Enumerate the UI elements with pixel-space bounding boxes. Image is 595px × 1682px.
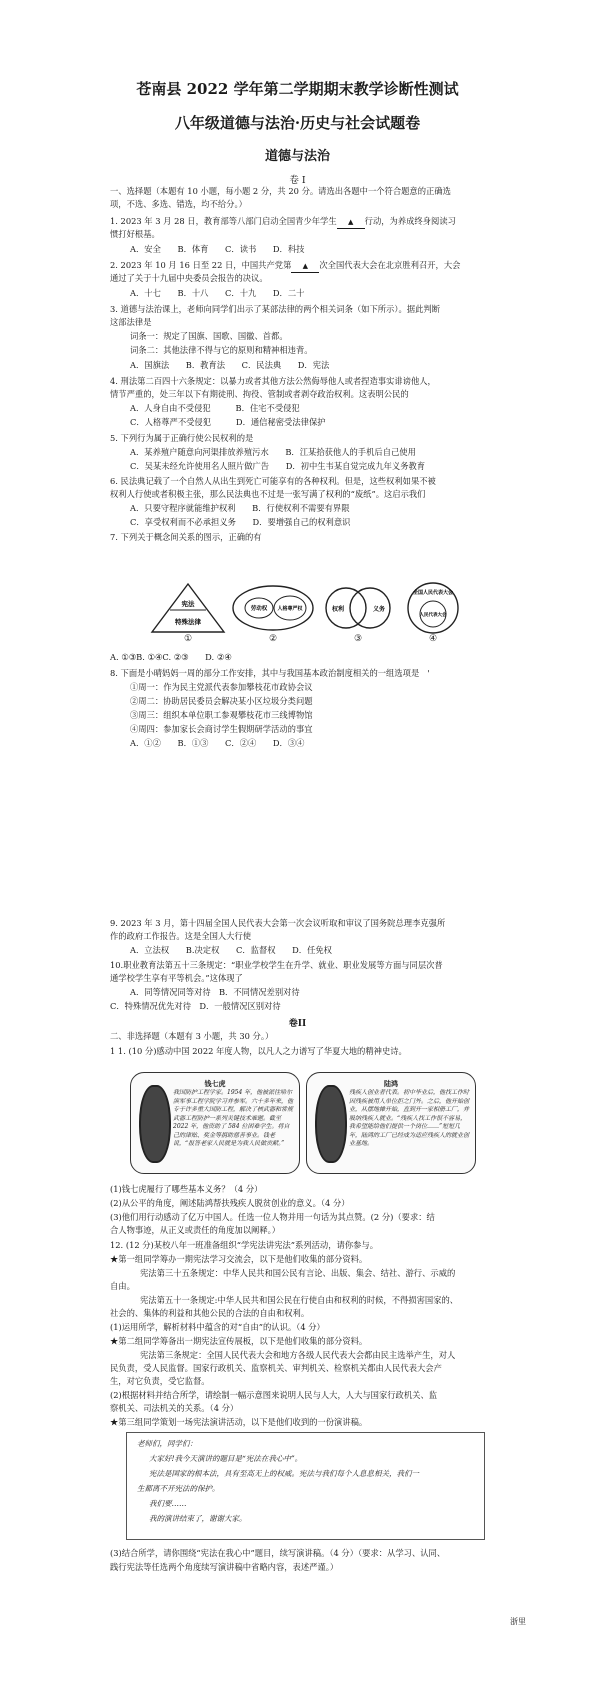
question-1-stem-cont: 惯打好根基。 bbox=[110, 229, 160, 239]
question-8-item-3: ③周三：组织本单位职工参观攀枝花市三线博物馆 bbox=[130, 710, 313, 720]
part-one-heading: 卷 I bbox=[289, 175, 306, 186]
diagram-label-2: ② bbox=[269, 634, 278, 644]
diagram-1-bottom-label: 特殊法律 bbox=[175, 618, 201, 626]
exam-title: 苍南县 2022 学年第二学期期末教学诊断性测试 bbox=[136, 80, 459, 98]
question-3-stem: 3. 道德与法治课上，老师向同学们出示了某部法律的两个相关词条（如下所示）。据此判断 bbox=[110, 304, 440, 314]
section1-instructions-cont: 项，不选、多选、错选，均不给分。） bbox=[110, 199, 247, 209]
speech-line-1: 大家好!我今天演讲的题目是“宪法在我心中”。 bbox=[149, 1454, 303, 1463]
subject-heading: 道德与法治 bbox=[264, 149, 330, 164]
speech-draft-box bbox=[126, 1432, 485, 1540]
question-12-part-3-cont: 践行宪法等任选两个角度续写演讲稿中省略内容，表述严谨。） bbox=[110, 1562, 339, 1572]
material-article-3-cont2: 生，对它负责，受它监督。 bbox=[110, 1376, 210, 1386]
question-4-stem: 4. 刑法第二百四十六条规定：以暴力或者其他方法公然侮辱他人或者捏造事实诽谤他人， bbox=[110, 376, 436, 386]
question-9-options: A．立法权 B.决定权 C．监督权 D．任免权 bbox=[130, 945, 332, 955]
diagram-2-left-label: 劳动权 bbox=[250, 606, 268, 612]
question-3-stem-cont: 这部法律是 bbox=[110, 317, 152, 327]
diagram-svg bbox=[148, 582, 468, 634]
material-article-51: 宪法第五十一条规定:中华人民共和国公民在行使自由和权利的时候，不得损害国家的、 bbox=[140, 1295, 459, 1305]
question-4-options-ab: A．人身自由不受侵犯 B．住宅不受侵犯 bbox=[130, 403, 300, 413]
answer-blank: ▲ bbox=[291, 261, 319, 273]
person-name: 陆鸿 bbox=[384, 1079, 398, 1088]
person-name: 钱七虎 bbox=[204, 1079, 226, 1088]
question-12-part-2-cont: 察机关、司法机关的关系。（4 分） bbox=[110, 1403, 239, 1413]
question-8-options: A．①② B．①③ C．②④ D．③④ bbox=[130, 738, 305, 748]
part-two-heading: 卷II bbox=[288, 1019, 307, 1029]
question-12-part-3: (3)结合所学，请你围绕“宪法在我心中”题目，续写演讲稿。（4 分）（要求：从学习、认同、 bbox=[110, 1548, 446, 1558]
diagram-label-4: ④ bbox=[429, 634, 438, 644]
portrait-image bbox=[139, 1085, 171, 1163]
diagram-4-inner-label: 人民代表大会 bbox=[419, 613, 447, 618]
diagram-number-labels bbox=[148, 634, 468, 646]
question-5-options-cd: C．吴某未经允许使用名人照片做广告 D．初中生韦某自觉完成九年义务教育 bbox=[130, 461, 426, 471]
person-card-lu bbox=[306, 1072, 476, 1174]
question-12-group-3: ★第三组同学策划一场宪法演讲活动，以下是他们收到的一份演讲稿。 bbox=[110, 1417, 368, 1427]
question-2-stem-cont: 通过了关于十九届中央委员会报告的决议。 bbox=[110, 273, 268, 283]
person-description: 我国防护工程学家。1954 年，他被派往哈尔滨军事工程学院学习并参军。六十多年来，他专于许多重大国防工程，解决了核武器和常规武器工程防护一系列关键技术难题。截至 2022 年，他资助了 584 位困难学生。将自己的津贴、奖金等捐助慈善事业。钱老说，“报答老家人民就是为我人民做贡献。” bbox=[173, 1089, 294, 1147]
question-9-stem: 9. 2023 年 3 月，第十四届全国人民代表大会第一次会议听取和审议了国务院总理李克强所 bbox=[110, 918, 446, 928]
diagram-2-right-label: 人格尊严权 bbox=[277, 606, 303, 612]
material-article-3-cont: 民负责，受人民监督。国家行政机关、监察机关、审判机关、检察机关都由人民代表大会产 bbox=[110, 1363, 442, 1373]
question-1-stem: 1. 2023 年 3 月 28 日，教育部等八部门启动全国青少年学生 ▲ 行动，为养成终身阅读习 bbox=[110, 216, 490, 229]
person-card-qian bbox=[130, 1072, 300, 1174]
question-11-part-1: (1)钱七虎履行了哪些基本义务？（4 分） bbox=[110, 1184, 263, 1194]
material-article-51-cont: 社会的、集体的利益和其他公民的合法的自由和权利。 bbox=[110, 1308, 310, 1318]
question-8-item-2: ②周二：协助居民委员会解决某小区垃圾分类问题 bbox=[130, 696, 313, 706]
question-10-options-ab: A．同等情况同等对待 B．不同情况差别对待 bbox=[130, 987, 300, 997]
section2-instructions: 二、非选择题（本题有 3 小题，共 30 分。） bbox=[110, 1031, 274, 1041]
question-12-part-2: (2)根据材料并结合所学，请绘制一幅示意图来说明人民与人大，人大与国家行政机关、监 bbox=[110, 1390, 438, 1400]
speech-line-4: 我们要…… bbox=[149, 1499, 187, 1508]
question-6-stem: 6. 民法典记载了一个自然人从出生到死亡可能享有的各种权利。但是，这些权利如果不被 bbox=[110, 476, 436, 486]
diagram-4-outer-label: 全国人民代表大会 bbox=[412, 590, 454, 596]
question-5-options-ab: A．某养殖户随意向河渠排放养殖污水 B．江某拾获他人的手机后自己使用 bbox=[130, 447, 416, 457]
question-4-options-cd: C．人格尊严不受侵犯 D．通信秘密受法律保护 bbox=[130, 417, 326, 427]
question-9-stem-cont: 作的政府工作报告。这是全国人大行使 bbox=[110, 931, 252, 941]
question-6-stem-cont: 权利人行使或者积极主张，那么民法典也不过是一张写满了权利的“废纸”。这启示我们 bbox=[110, 489, 426, 499]
question-6-options-ab: A．只要守程序就能维护权利 B．行使权利不需要有界限 bbox=[130, 503, 350, 513]
speech-closing: 我的演讲结束了，谢谢大家。 bbox=[149, 1514, 247, 1523]
question-2-options: A．十七 B．十八 C．十九 D．二十 bbox=[130, 288, 305, 298]
question-8-stem: 8. 下面是小晴妈妈一周的部分工作安排，其中与我国基本政治制度相关的一组选项是 ' bbox=[110, 668, 430, 678]
diagram-label-1: ① bbox=[184, 634, 193, 644]
portrait-image bbox=[315, 1085, 347, 1163]
section1-instructions: 一、选择题（本题有 10 小题，每小题 2 分，共 20 分。请选出各题中一个符合题意的正确选 bbox=[110, 186, 451, 196]
question-12-group-2: ★第二组同学筹备出一期宪法宣传展板，以下是他们收集的部分资料。 bbox=[110, 1336, 368, 1346]
speech-greeting: 老师们，同学们： bbox=[137, 1439, 197, 1448]
question-11-part-3: (3)他们用行动感动了亿万中国人。任选一位人物并用一句话为其点赞。(2 分)（要求：结 bbox=[110, 1212, 435, 1222]
diagram-2-ellipse bbox=[233, 586, 313, 630]
question-1-options: A．安全 B．体育 C．读书 D．科技 bbox=[130, 244, 305, 254]
question-3-entry-1: 词条一：规定了国旗、国歌、国徽、首都。 bbox=[130, 331, 288, 341]
diagram-3-venn bbox=[326, 588, 390, 628]
question-3-entry-2: 词条二：其他法律不得与它的原则和精神相违背。 bbox=[130, 345, 313, 355]
diagram-label-3: ③ bbox=[354, 634, 363, 644]
diagram-3-left-label: 权利 bbox=[331, 606, 345, 613]
material-article-3: 宪法第三条规定：全国人民代表大会和地方各级人民代表大会都由民主选举产生，对人 bbox=[140, 1350, 456, 1360]
question-7-stem: 7. 下列关于概念间关系的图示，正确的有 bbox=[110, 532, 262, 542]
question-10-options-cd: C．特殊情况优先对待 D．一般情况区别对待 bbox=[110, 1001, 281, 1011]
question-11-stem: 1 1. (10 分)感动中国 2022 年度人物，以凡人之力谱写了华夏大地的精神史诗。 bbox=[110, 1046, 407, 1056]
question-7-options: A. ①③B. ①④C. ②③ D. ②④ bbox=[110, 652, 232, 662]
question-11-part-2: (2)从公平的角度，阐述陆鸿帮扶残疾人脱贫创业的意义。（4 分） bbox=[110, 1198, 350, 1208]
diagram-3-right-label: 义务 bbox=[372, 606, 386, 613]
answer-blank: ▲ bbox=[337, 217, 365, 229]
question-10-stem-cont: 通学校学生享有平等机会。”这体现了 bbox=[110, 973, 243, 983]
person-cards bbox=[130, 1072, 475, 1174]
question-11-part-3-cont: 合人物事迹，从正义或责任的角度加以阐释。） bbox=[110, 1225, 281, 1235]
question-10-stem: 10.职业教育法第五十三条规定：“职业学校学生在升学、就业、职业发展等方面与同层次普 bbox=[110, 960, 443, 970]
diagram-4-nested bbox=[408, 583, 458, 633]
material-article-35: 宪法第三十五条规定：中华人民共和国公民有言论、出版、集会、结社、游行、示威的 bbox=[140, 1268, 456, 1278]
question-5-stem: 5. 下列行为属于正确行使公民权利的是 bbox=[110, 433, 254, 443]
question-4-stem-cont: 情节严重的，处三年以下有期徒刑、拘役、管制或者剥夺政治权利。这表明公民的 bbox=[110, 389, 409, 399]
material-article-35-cont: 自由。 bbox=[110, 1281, 135, 1291]
question-8-item-4: ④周四：参加家长会商讨学生假期研学活动的事宜 bbox=[130, 724, 313, 734]
question-3-options: A．国旗法 B．教育法 C．民法典 D．宪法 bbox=[130, 360, 330, 370]
question-6-options-cd: C．享受权利而不必承担义务 D．要增强自己的权利意识 bbox=[130, 517, 351, 527]
question-2-stem: 2. 2023 年 10 月 16 日至 22 日，中国共产党第 ▲ 次全国代表大会在北京胜利召开，大会 bbox=[110, 260, 490, 273]
question-12-group-1: ★第一组同学筹办一期宪法学习交流会，以下是他们收集的部分资料。 bbox=[110, 1254, 368, 1264]
question-12-part-1: (1)运用所学，解析材料中蕴含的对“自由”的认识。（4 分） bbox=[110, 1322, 325, 1332]
speech-line-3: 生都离不开宪法的保护。 bbox=[137, 1484, 220, 1493]
exam-subtitle: 八年级道德与法治·历史与社会试题卷 bbox=[174, 114, 421, 132]
question-12-stem: 12. (12 分)某校八年一班准备组织“学宪法讲宪法”系列活动，请你参与。 bbox=[110, 1240, 379, 1250]
concept-relation-diagram bbox=[148, 582, 468, 634]
speech-line-2: 宪法是国家的根本法，具有至高无上的权威。宪法与我们每个人息息相关，我们一 bbox=[149, 1469, 419, 1478]
diagram-1-triangle bbox=[152, 584, 224, 632]
page-footer: 浙里 bbox=[510, 1617, 526, 1626]
diagram-1-top-label: 宪法 bbox=[181, 600, 195, 608]
person-description: 残疾人创业者代表。初中毕业后，他找工作时因残疾被用人单位拒之门外。之后，他开始创业，从摆地摊开始，直到开一家相册工厂，并吸纳残疾人就业。“残疾人找工作很不容易，我希望能给他们提供一个岗位……”短短几年，陆鸿的工厂已经成为适应残疾人的就业创业基地。 bbox=[349, 1089, 470, 1147]
question-8-item-1: ①周一：作为民主党派代表参加攀枝花市政协会议 bbox=[130, 682, 313, 692]
